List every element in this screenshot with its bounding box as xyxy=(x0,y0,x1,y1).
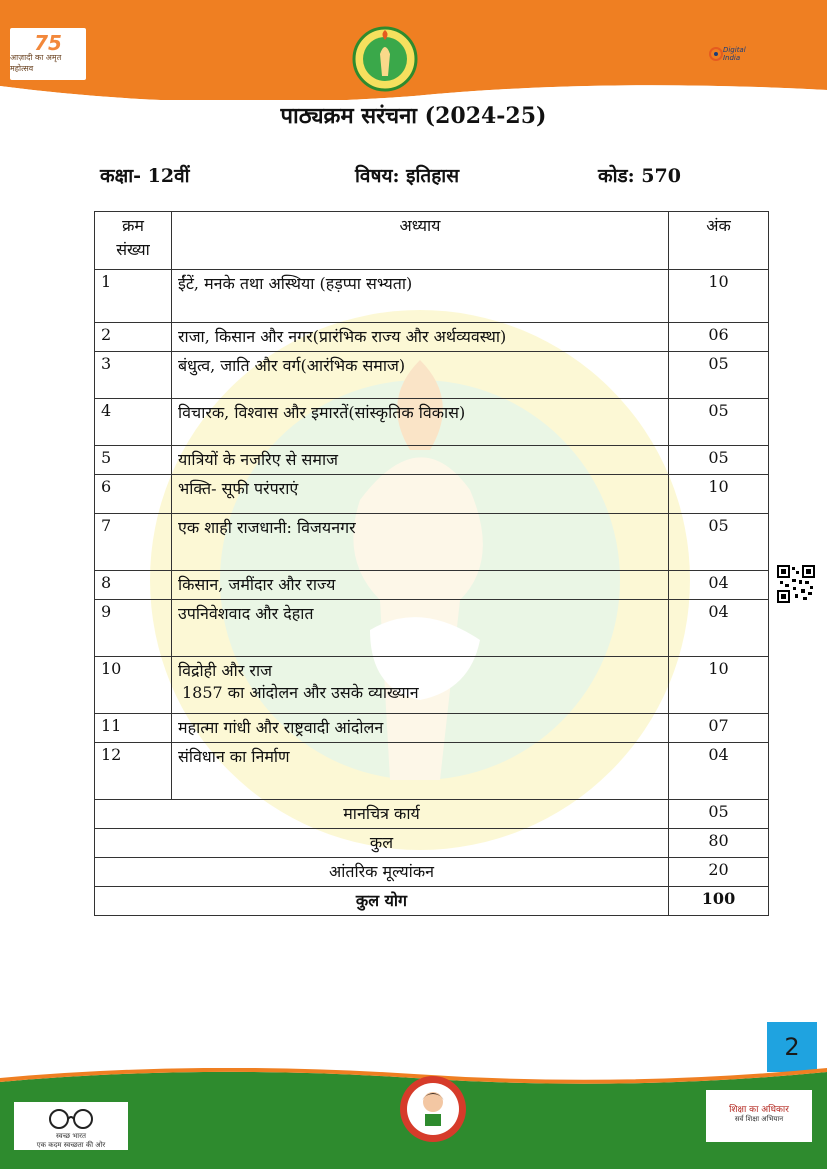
serial-number: 6 xyxy=(95,475,172,514)
chapter-name-line1: विद्रोही और राज xyxy=(178,661,272,680)
chapter-marks: 10 xyxy=(669,475,769,514)
serial-number: 8 xyxy=(95,571,172,600)
subject-label: विषय: इतिहास xyxy=(355,165,460,187)
right-to-education-logo: शिक्षा का अधिकार सर्व शिक्षा अभियान xyxy=(706,1090,812,1142)
table-row xyxy=(95,514,769,571)
table-row xyxy=(95,323,769,352)
table-row xyxy=(95,714,769,743)
chapter-name: ईंटें, मनके तथा अस्थिया (हड़प्पा सभ्यता) xyxy=(172,270,669,323)
serial-number: 11 xyxy=(95,714,172,743)
table-row xyxy=(95,571,769,600)
table-row xyxy=(95,743,769,800)
chapter-name: संविधान का निर्माण xyxy=(172,743,669,800)
serial-number: 2 xyxy=(95,323,172,352)
chapter-marks: 04 xyxy=(669,743,769,800)
chapter-marks: 05 xyxy=(669,514,769,571)
digital-india-logo: Digital India xyxy=(709,38,765,70)
table-row xyxy=(95,270,769,323)
table-header-row xyxy=(95,212,769,270)
chapter-marks: 05 xyxy=(669,352,769,399)
summary-row xyxy=(95,829,769,858)
serial-number-header: क्रम संख्या xyxy=(95,212,172,270)
page-number: 2 xyxy=(767,1022,817,1072)
summary-marks: 05 xyxy=(669,800,769,829)
chapter-marks: 06 xyxy=(669,323,769,352)
serial-number: 12 xyxy=(95,743,172,800)
board-seal-icon xyxy=(352,26,418,92)
summary-marks: 20 xyxy=(669,858,769,887)
chapter-marks: 05 xyxy=(669,446,769,475)
chapter-name: एक शाही राजधानी: विजयनगर xyxy=(172,514,669,571)
serial-number: 1 xyxy=(95,270,172,323)
chapter-name: महात्मा गांधी और राष्ट्रवादी आंदोलन xyxy=(172,714,669,743)
summary-row xyxy=(95,800,769,829)
chapter-name: राजा, किसान और नगर(प्रारंभिक राज्य और अर्थव्यवस्था) xyxy=(172,323,669,352)
serial-number: 5 xyxy=(95,446,172,475)
chapter-marks: 04 xyxy=(669,571,769,600)
serial-number: 9 xyxy=(95,600,172,657)
table-row xyxy=(95,475,769,514)
summary-label: कुल xyxy=(95,829,669,858)
chapter-name xyxy=(172,657,669,714)
chapter-marks: 07 xyxy=(669,714,769,743)
serial-number: 3 xyxy=(95,352,172,399)
summary-label: आंतरिक मूल्यांकन xyxy=(95,858,669,887)
digital-india-icon xyxy=(709,45,723,63)
summary-row xyxy=(95,858,769,887)
document-title: पाठ्यक्रम सरंचना (2024-25) xyxy=(280,103,547,129)
grand-total-row xyxy=(95,887,769,916)
chapter-marks: 10 xyxy=(669,657,769,714)
beti-bachao-logo-icon xyxy=(398,1074,468,1144)
table-row xyxy=(95,446,769,475)
serial-number: 7 xyxy=(95,514,172,571)
chapter-name: किसान, जमींदार और राज्य xyxy=(172,571,669,600)
chapter-name: भक्ति- सूफी परंपराएं xyxy=(172,475,669,514)
table-row xyxy=(95,399,769,446)
grand-total-marks: 100 xyxy=(669,887,769,916)
grand-total-label: कुल योग xyxy=(95,887,669,916)
chapter-marks: 10 xyxy=(669,270,769,323)
chapter-name: यात्रियों के नजरिए से समाज xyxy=(172,446,669,475)
chapter-name: उपनिवेशवाद और देहात xyxy=(172,600,669,657)
marks-header: अंक xyxy=(669,212,769,270)
class-label: कक्षा- 12वीं xyxy=(100,165,190,187)
chapter-name: बंधुत्व, जाति और वर्ग(आरंभिक समाज) xyxy=(172,352,669,399)
table-row xyxy=(95,600,769,657)
qr-code-icon[interactable] xyxy=(777,565,815,603)
chapter-header: अध्याय xyxy=(172,212,669,270)
chapter-marks: 04 xyxy=(669,600,769,657)
chapter-marks: 05 xyxy=(669,399,769,446)
azadi-ka-amrit-mahotsav-logo: 75 आज़ादी का अमृत महोत्सव xyxy=(10,28,86,80)
code-label: कोड: 570 xyxy=(598,165,681,187)
spectacles-icon xyxy=(41,1108,101,1130)
summary-marks: 80 xyxy=(669,829,769,858)
serial-number: 4 xyxy=(95,399,172,446)
table-row xyxy=(95,352,769,399)
summary-label: मानचित्र कार्य xyxy=(95,800,669,829)
table-row xyxy=(95,657,769,714)
syllabus-table xyxy=(94,211,769,916)
swachh-bharat-logo: स्वच्छ भारत एक कदम स्वच्छता की ओर xyxy=(14,1102,128,1150)
chapter-name-line2: 1857 का आंदोलन और उसके व्याख्यान xyxy=(182,683,419,702)
chapter-name: विचारक, विश्वास और इमारतें(सांस्कृतिक विकास) xyxy=(172,399,669,446)
serial-number: 10 xyxy=(95,657,172,714)
